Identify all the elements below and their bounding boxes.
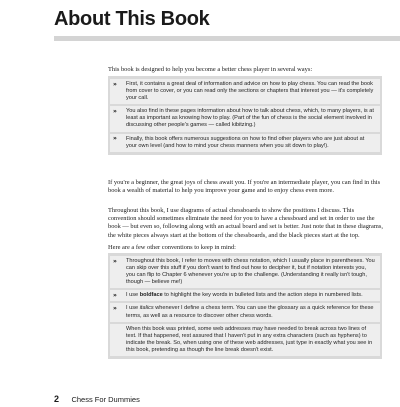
list-item-text: Throughout this book, I refer to moves with chess notation, which I usually place in parentheses. You can skip over this stuff if you don't want to find out how to decipher it, but if notation interests you, you can flip to Chapter 6 whenever you're up to the challenge. (Understanding it really isn't tough, though — believe me!) [126,258,375,286]
list-item [110,290,380,301]
list-item [110,256,380,288]
boldface-term: boldface [139,292,163,299]
body-paragraph-conventions: Here are a few other conventions to keep in mind: [108,244,236,251]
page-number: 2 [54,394,60,404]
intro-paragraph: This book is designed to help you become a better chess player in several ways: [108,66,313,73]
list-item-text: First, it contains a great deal of information and advice on how to play chess. You can read the book from cover to cover, or you can read only the sections or chapters that interest you — it's completely your call. [126,81,374,102]
list-item-text: You also find in these pages information about how to talk about chess, which, to many players, is at least as important as knowing how to play. (Part of the fun of chess is the social element involved in discussing other people's games — called kibitzing.) [126,108,374,129]
list-item-text: I use boldface to highlight the key words in bulleted lists and the action steps in numbered lists. [126,292,363,299]
list-item-continuation [110,324,380,356]
double-chevron-icon: » [113,257,117,265]
list-item [110,79,380,104]
double-chevron-icon: » [113,291,117,299]
italics-term: italics [139,305,154,312]
list-item [110,106,380,131]
list-item [110,134,380,152]
double-chevron-icon: » [113,80,117,88]
double-chevron-icon: » [113,107,117,115]
bullet-list-conventions [108,253,382,359]
title-divider [54,36,400,41]
list-item-text: When this book was printed, some web addresses may have needed to break across two lines of text. If that happened, rest assured that I haven't put in any extra characters (such as hyphens) to indicate the break. So, when using one of these web addresses, just type in exactly what you see in this book, pretending as though the line break doesn't exist. [126,325,373,353]
page-footer [54,389,140,407]
running-head: Chess For Dummies [71,395,140,404]
list-item-text: I use italics whenever I define a chess term. You can use the glossary as a quick reference for these terms, as well as a resource to discover other chess words. [126,305,374,319]
list-item [110,303,380,321]
double-chevron-icon: » [113,135,117,143]
body-paragraph-diagrams: Throughout this book, I use diagrams of actual chessboards to show the positions I discuss. This convention should sometimes eliminate the need for you to have a chessboard and set in order to use the book — but even so, following along with an actual board and set is better. Just note that in these diagrams, the white pieces always start at the bottom of the chessboards, and the black pieces start at the top. [108,207,383,239]
list-item-text: Finally, this book offers numerous suggestions on how to find other players who are just about at your own level (and how to mind your chess manners when you sit down to play!). [126,135,365,149]
body-paragraph-beginner: If you're a beginner, the great joys of chess await you. If you're an intermediate player, you can find in this book a wealth of material to help you improve your game and to enjoy chess even more. [108,179,381,195]
page-title: About This Book [54,8,210,30]
bullet-list-ways [108,76,382,155]
double-chevron-icon: » [113,304,117,312]
